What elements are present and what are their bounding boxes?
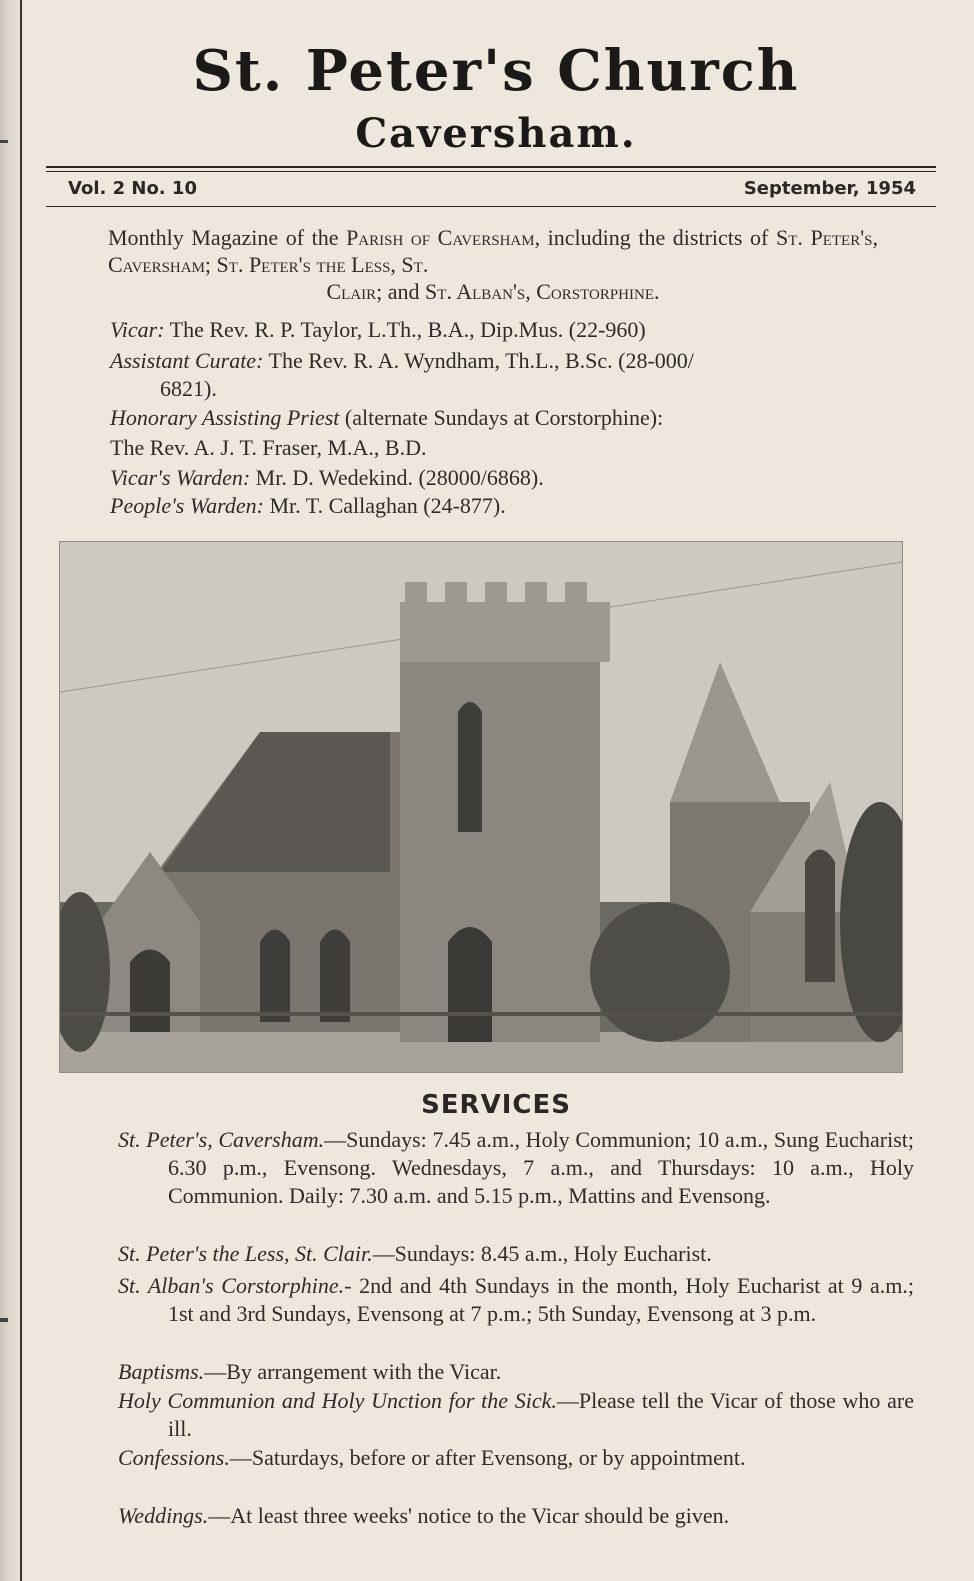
intro-paragraph xyxy=(108,224,878,278)
service-st-peters-less xyxy=(118,1240,914,1268)
officer-details: The Rev. A. J. T. Fraser, M.A., B.D. xyxy=(110,435,427,460)
intro-text: . xyxy=(654,279,660,304)
masthead-title: St. Peter's Church xyxy=(192,38,800,104)
officer-role: Vicar: xyxy=(110,317,165,342)
officer-vicars-warden xyxy=(110,464,870,492)
intro-text: ; xyxy=(204,252,217,277)
church-illustration xyxy=(60,542,902,1072)
intro-district: St. Alban's, Corstorphine xyxy=(425,279,655,304)
service-label: St. Peter's the Less, St. Clair. xyxy=(118,1241,373,1266)
church-photograph xyxy=(59,541,903,1073)
binding-mark xyxy=(0,1318,8,1322)
service-text: —At least three weeks' notice to the Vicar should be given. xyxy=(208,1503,730,1528)
intro-district: Clair xyxy=(326,279,377,304)
service-weddings xyxy=(118,1502,914,1530)
service-text: - 2nd and 4th Sundays in the month, Holy Eucharist at 9 a.m.; 1st and 3rd Sundays, Evensong at 7 p.m.; 5th Sunday, Evensong at 3 p.m. xyxy=(168,1273,914,1326)
masthead-subtitle: Caversham. xyxy=(355,110,637,157)
officer-curate-cont xyxy=(160,375,920,403)
issue-volume: Vol. 2 No. 10 xyxy=(68,178,197,199)
intro-parish: Parish of Caversham xyxy=(346,225,535,250)
masthead-rule-thin xyxy=(46,171,936,172)
service-sick xyxy=(118,1387,914,1443)
officer-details: 6821). xyxy=(160,376,217,401)
officer-curate xyxy=(110,347,870,375)
officer-details: Mr. D. Wedekind. (28000/6868). xyxy=(250,465,544,490)
officer-hon-priest xyxy=(110,404,870,432)
intro-district: St. Peter's the Less, St. xyxy=(216,252,429,277)
book-binding xyxy=(0,0,22,1581)
officer-peoples-warden xyxy=(110,492,870,520)
officer-details: Mr. T. Callaghan (24-877). xyxy=(264,493,506,518)
officer-role: Honorary Assisting Priest xyxy=(110,405,340,430)
service-label: Holy Communion and Holy Unction for the Sick. xyxy=(118,1388,557,1413)
officer-details: (alternate Sundays at Corstorphine): xyxy=(339,405,664,430)
service-label: Weddings. xyxy=(118,1503,209,1528)
issue-date: September, 1954 xyxy=(743,178,916,199)
service-text: —By arrangement with the Vicar. xyxy=(204,1359,502,1384)
service-text: —Sundays: 8.45 a.m., Holy Eucharist. xyxy=(372,1241,712,1266)
service-text: —Please tell the Vicar of those who are ill. xyxy=(168,1388,914,1441)
officer-role: Assistant Curate: xyxy=(110,348,264,373)
issue-rule xyxy=(46,206,936,207)
intro-paragraph-end xyxy=(108,278,878,305)
magazine-page xyxy=(22,0,970,1581)
service-label: St. Peter's, Caversham. xyxy=(118,1127,325,1152)
intro-district: St. Peter's, Caversham xyxy=(108,225,879,277)
officer-hon-priest-name xyxy=(110,434,870,462)
officer-role: Vicar's Warden: xyxy=(110,465,251,490)
service-label: St. Alban's Corstorphine. xyxy=(118,1273,345,1298)
officer-details: The Rev. R. A. Wyndham, Th.L., B.Sc. (28-000/ xyxy=(263,348,694,373)
officer-role: People's Warden: xyxy=(110,493,264,518)
intro-text: ; and xyxy=(376,279,426,304)
service-label: Baptisms. xyxy=(118,1359,205,1384)
masthead-rule xyxy=(46,166,936,168)
service-st-peters-caversham xyxy=(118,1126,914,1210)
service-text: —Sundays: 7.45 a.m., Holy Communion; 10 a.m., Sung Eucharist; 6.30 p.m., Evensong. Wednesdays, 7 a.m., and Thursdays: 10 a.m., Holy Communion. Daily: 7.30 a.m. and 5.15 p.m., Mattins and Evensong. xyxy=(168,1127,914,1208)
service-label: Confessions. xyxy=(118,1445,230,1470)
services-heading: SERVICES xyxy=(421,1090,571,1120)
binding-mark xyxy=(0,140,8,143)
service-confessions xyxy=(118,1444,914,1472)
service-st-albans xyxy=(118,1272,914,1328)
officer-details: The Rev. R. P. Taylor, L.Th., B.A., Dip.Mus. (22-960) xyxy=(164,317,646,342)
service-text: —Saturdays, before or after Evensong, or by appointment. xyxy=(229,1445,746,1470)
officer-vicar xyxy=(110,316,870,344)
service-baptisms xyxy=(118,1358,914,1386)
intro-text: Monthly Magazine of the xyxy=(108,225,347,250)
intro-text: , including the districts of xyxy=(534,225,776,250)
